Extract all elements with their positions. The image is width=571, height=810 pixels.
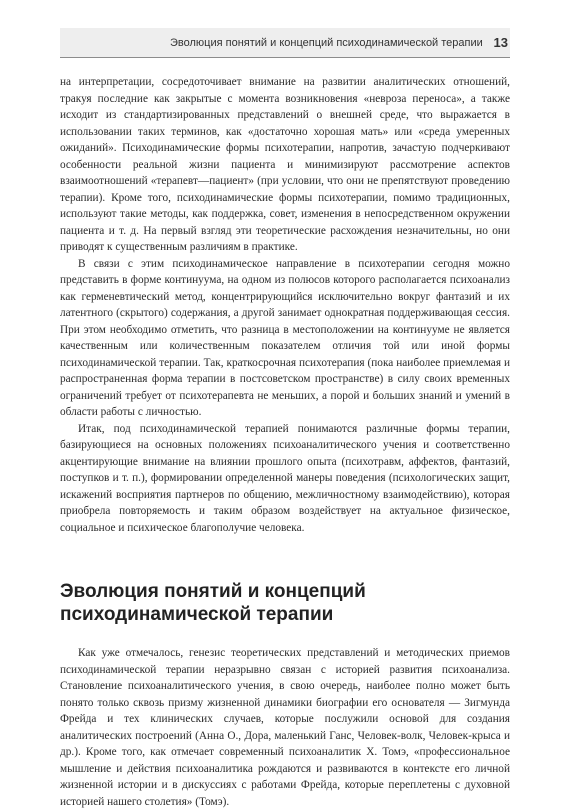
running-header <box>60 28 510 58</box>
body-text-bottom <box>60 645 510 810</box>
section-heading: Эволюция понятий и концепций психодинамической терапии <box>60 581 366 625</box>
page-number: 13 <box>493 35 508 50</box>
paragraph: Итак, под психодинамической терапией понимаются различные формы терапии, базирующиеся на основных положениях психоаналитического учения и соответственно акцентирующие внимание на влиянии прошлого опыта (психотравм, аффектов, фантазий, поступков и т. п.), формировании определенной манеры поведения (психологических защит, искажений восприятия партнеров по общению, межличностному взаимодействию), которая приобрела повторяемость и таким образом воздействует на актуальное физическое, социальное и психическое благополучие человека. <box>60 422 510 534</box>
body-text-top <box>60 74 510 536</box>
paragraph: В связи с этим психодинамическое направление в психотерапии сегодня можно представить в форме континуума, на одном из полюсов которого располагается психоанализ как герменевтический метод, концентрирующийся исключительно вокруг фантазий и их латентного (скрытого) содержания, а другой занимает однократная поддерживающая сессия. При этом необходимо отметить, что разница в местоположении на континууме не является качественным или количественным показателем отличия той или иной формы психодинамической терапии. Так, краткосрочная психотерапия (пока наиболее приемлемая и распространенная форма терапии в постсоветском пространстве) в силу своих временных ограничений требует от психотерапевта не меньших, а порой и больших знаний и умений в области работы с личностью. <box>60 257 510 418</box>
running-header-title: Эволюция понятий и концепций психодинамической терапии <box>170 37 483 49</box>
paragraph: на интерпретации, сосредоточивает внимание на развитии аналитических отношений, тракуя последние как закрытые с момента возникновения «невроза переноса», а также исходит из стандартизированных представлений о внешней среде, что выражается в использовании таких терминов, как «достаточно хорошая мать» или «среда умеренных ожиданий». Психодинамические формы психотерапии, напротив, зачастую подчеркивают особенности реальной жизни пациента и минимизируют рассмотрение аспектов взаимоотношений «терапевт—пациент» (при условии, что они не препятствуют проведению терапии). Кроме того, психодинамические формы психотерапии, помимо традиционных, используют такие методы, как поддержка, совет, изменения в непосредственном окружении пациента и т. д. На первый взгляд эти теоретические расхождения незначительны, но они приводят к существенным различиям в практике. <box>60 76 510 253</box>
paragraph: Как уже отмечалось, генезис теоретических представлений и методических приемов психодинамической терапии неразрывно связан с историей развития психоанализа. Становление психоаналитического учения, в свою очередь, наиболее полно может быть понято только сквозь призму жизненной динамики биографии его основателя — Зигмунда Фрейда и тех клинических случаев, которые послужили основой для создания аналитических построений (Анна О., Дора, маленький Ганс, Человек-волк, Человек-крыса и др.). Кроме того, как отмечает современный психоаналитик Х. Томэ, «профессиональное мышление и действия психоаналитика рождаются и развиваются в контексте его личной жизненной истории и в дискуссиях с работами Фрейда, которые переплетены с духовной историей нашего столетия» (Томэ). <box>60 647 510 808</box>
